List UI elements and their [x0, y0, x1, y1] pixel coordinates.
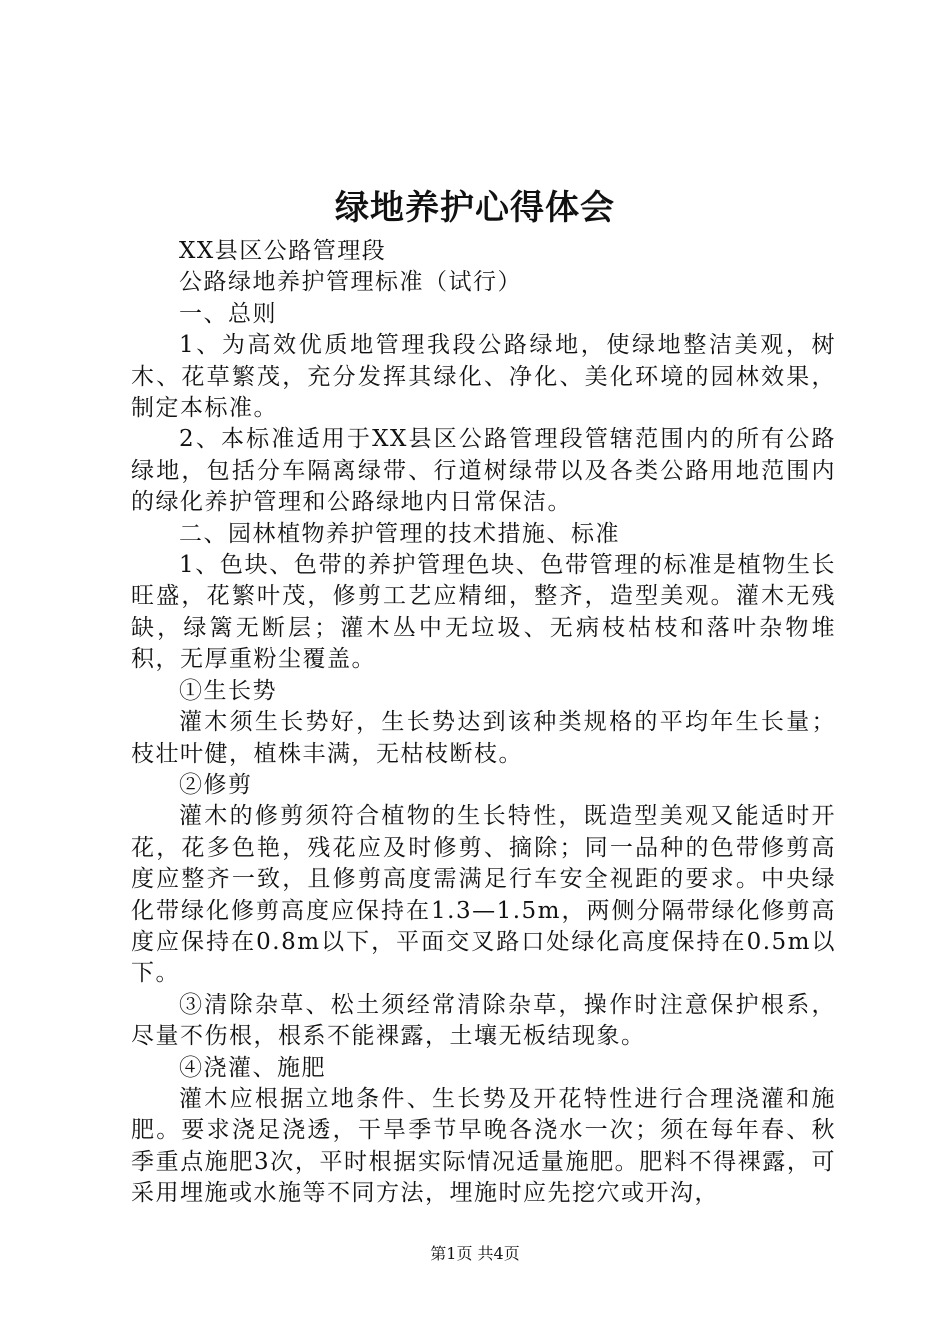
paragraph: 灌木须生长势好，生长势达到该种类规格的平均年生长量；枝壮叶健，植株丰满，无枯枝断枝。 [131, 709, 836, 767]
paragraph: 灌木应根据立地条件、生长势及开花特性进行合理浇灌和施肥。要求浇足浇透，干旱季节早晚各浇水一次；须在每年春、秋季重点施肥3次，平时根据实际情况适量施肥。肥料不得裸露，可采用埋施或水施等不同方法，埋施时应先挖穴或开沟， [131, 1085, 836, 1207]
paragraph: 1、为高效优质地管理我段公路绿地，使绿地整洁美观，树木、花草繁茂，充分发挥其绿化、净化、美化环境的园林效果，制定本标准。 [131, 332, 836, 422]
paragraph: 二、园林植物养护管理的技术措施、标准 [179, 520, 620, 547]
document-body [131, 236, 836, 1210]
paragraph: 公路绿地养护管理标准（试行） [179, 269, 522, 296]
paragraph: 一、总则 [179, 300, 277, 327]
paragraph: ④浇灌、施肥 [179, 1054, 326, 1081]
page-footer: 第1页 共4页 [430, 1244, 520, 1263]
paragraph: 2、本标准适用于XX县区公路管理段管辖范围内的所有公路绿地，包括分车隔离绿带、行道树绿带以及各类公路用地范围内的绿化养护管理和公路绿地内日常保洁。 [131, 426, 836, 516]
paragraph: ①生长势 [179, 677, 277, 704]
paragraph: 灌木的修剪须符合植物的生长特性，既造型美观又能适时开花，花多色艳，残花应及时修剪、摘除；同一品种的色带修剪高度应整齐一致，且修剪高度需满足行车安全视距的要求。中央绿化带绿化修剪高度应保持在1.3—1.5m，两侧分隔带绿化修剪高度应保持在0.8m以下，平面交叉路口处绿化高度保持在0.5m以下。 [131, 803, 836, 987]
document-title: 绿地养护心得体会 [335, 188, 615, 228]
paragraph: 1、色块、色带的养护管理色块、色带管理的标准是植物生长旺盛，花繁叶茂，修剪工艺应精细，整齐，造型美观。灌木无残缺，绿篱无断层；灌木丛中无垃圾、无病枝枯枝和落叶杂物堆积，无厚重粉尘覆盖。 [131, 552, 836, 673]
paragraph: XX县区公路管理段 [179, 238, 387, 264]
paragraph: ③清除杂草、松土须经常清除杂草，操作时注意保护根系，尽量不伤根，根系不能裸露，土壤无板结现象。 [131, 991, 836, 1050]
paragraph: ②修剪 [179, 771, 253, 798]
